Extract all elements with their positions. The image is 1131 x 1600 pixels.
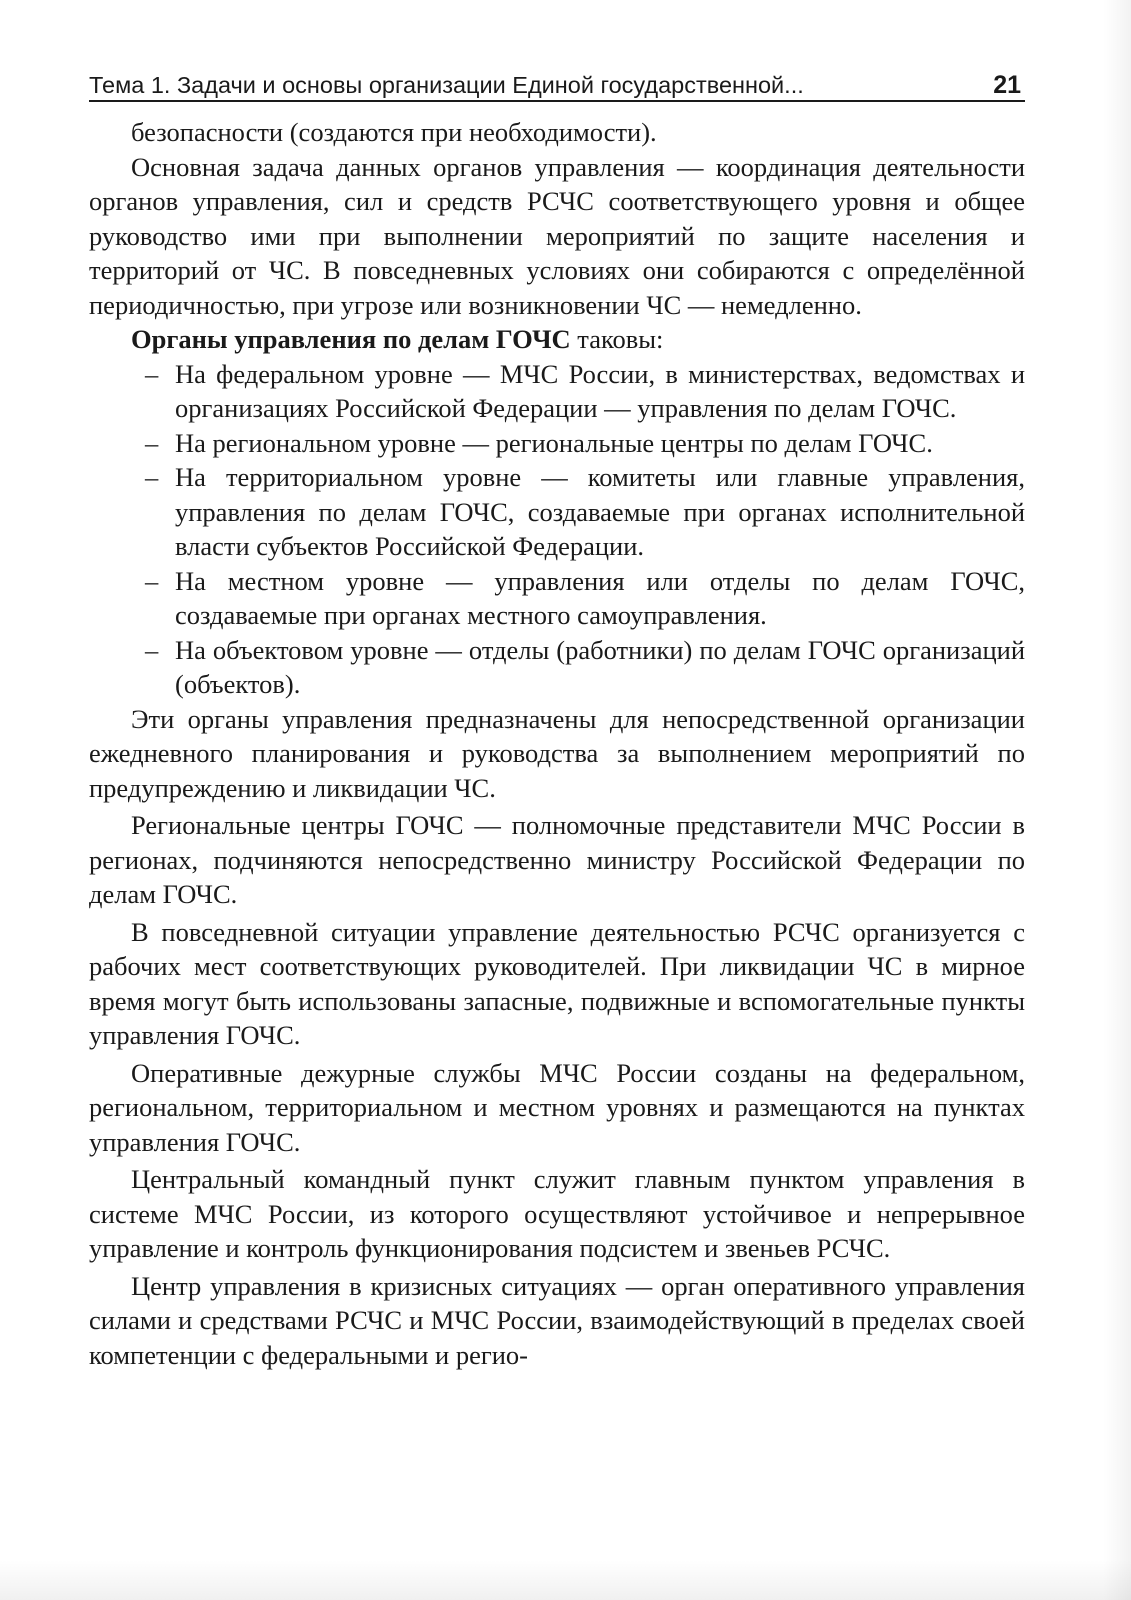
dash-marker: – <box>145 565 159 596</box>
level-item-text: На местном уровне — управления или отделы по делам ГОЧС, создаваемые при органах местного самоуправления. <box>175 565 1025 630</box>
paragraph-2: Эти органы управления предназначены для непосредственной организации ежедневного планирования и руководства за выполнением мероприятий по предупреждению и ликвидации ЧС. <box>89 703 1025 803</box>
level-item-federal <box>89 357 1025 426</box>
level-item-text: На региональном уровне — региональные центры по делам ГОЧС. <box>175 427 933 458</box>
level-item-text: На объектовом уровне — отделы (работники) по делам ГОЧС организаций (объектов). <box>175 634 1025 699</box>
level-item-regional <box>89 426 1025 461</box>
level-item-territorial <box>89 460 1025 564</box>
paragraph-5: Оперативные дежурные службы МЧС России созданы на федеральном, региональном, территориальном и местном уровнях и размещаются на пунктах управления ГОЧС. <box>89 1057 1025 1157</box>
paragraph-3: Региональные центры ГОЧС — полномочные представители МЧС России в регионах, подчиняются непосредственно министру Российской Федерации по делам ГОЧС. <box>89 810 1025 909</box>
continuation-line: безопасности (создаются при необходимости). <box>131 117 657 147</box>
levels-heading-term: Органы управления по делам ГОЧС <box>131 324 571 354</box>
dash-marker: – <box>145 358 159 389</box>
paragraph-7: Центр управления в кризисных ситуациях — орган оперативного управления силами и средствами РСЧС и МЧС России, взаимодействующий в пределах своей компетенции с федеральными и регио- <box>89 1270 1025 1370</box>
dash-marker: – <box>145 462 159 492</box>
running-head: Тема 1. Задачи и основы организации Единой государственной... <box>89 72 804 98</box>
level-item-text: На территориальном уровне — комитеты или главные управления, управления по делам ГОЧС, создаваемые при органах исполнительной власти субъектов Российской Федерации. <box>175 462 1025 561</box>
page-body <box>89 115 1025 1372</box>
levels-heading-rest: таковы: <box>570 324 664 354</box>
levels-heading <box>89 322 1025 357</box>
level-item-local <box>89 564 1025 633</box>
paragraph-6: Центральный командный пункт служит главным пунктом управления в системе МЧС России, из которого осуществляют устойчивое и непрерывное управление и контроль функционирования подсистем и звеньев РСЧС. <box>89 1164 1025 1263</box>
level-item-text: На федеральном уровне — МЧС России, в министерствах, ведомствах и организациях Российской Федерации — управления по делам ГОЧС. <box>175 358 1025 423</box>
paragraph-4: В повседневной ситуации управление деятельностью РСЧС организуется с рабочих мест соответствующих руководителей. При ликвидации ЧС в мирное время могут быть использованы запасные, подвижные и вспомогательные пункты управления ГОЧС. <box>89 916 1025 1050</box>
dash-marker: – <box>145 427 159 458</box>
level-item-object <box>89 633 1025 702</box>
dash-marker: – <box>145 634 159 665</box>
paragraph-1: Основная задача данных органов управления — координация деятельности органов управления, сил и средств РСЧС соответствующего уровня и общее руководство ими при выполнении мероприятий по защите населения и территорий от ЧС. В повседневных условиях они собираются с определённой периодичностью, при угрозе или возникновении ЧС — немедленно. <box>89 151 1025 320</box>
page-number: 21 <box>993 71 1021 99</box>
page-header <box>89 66 1025 102</box>
